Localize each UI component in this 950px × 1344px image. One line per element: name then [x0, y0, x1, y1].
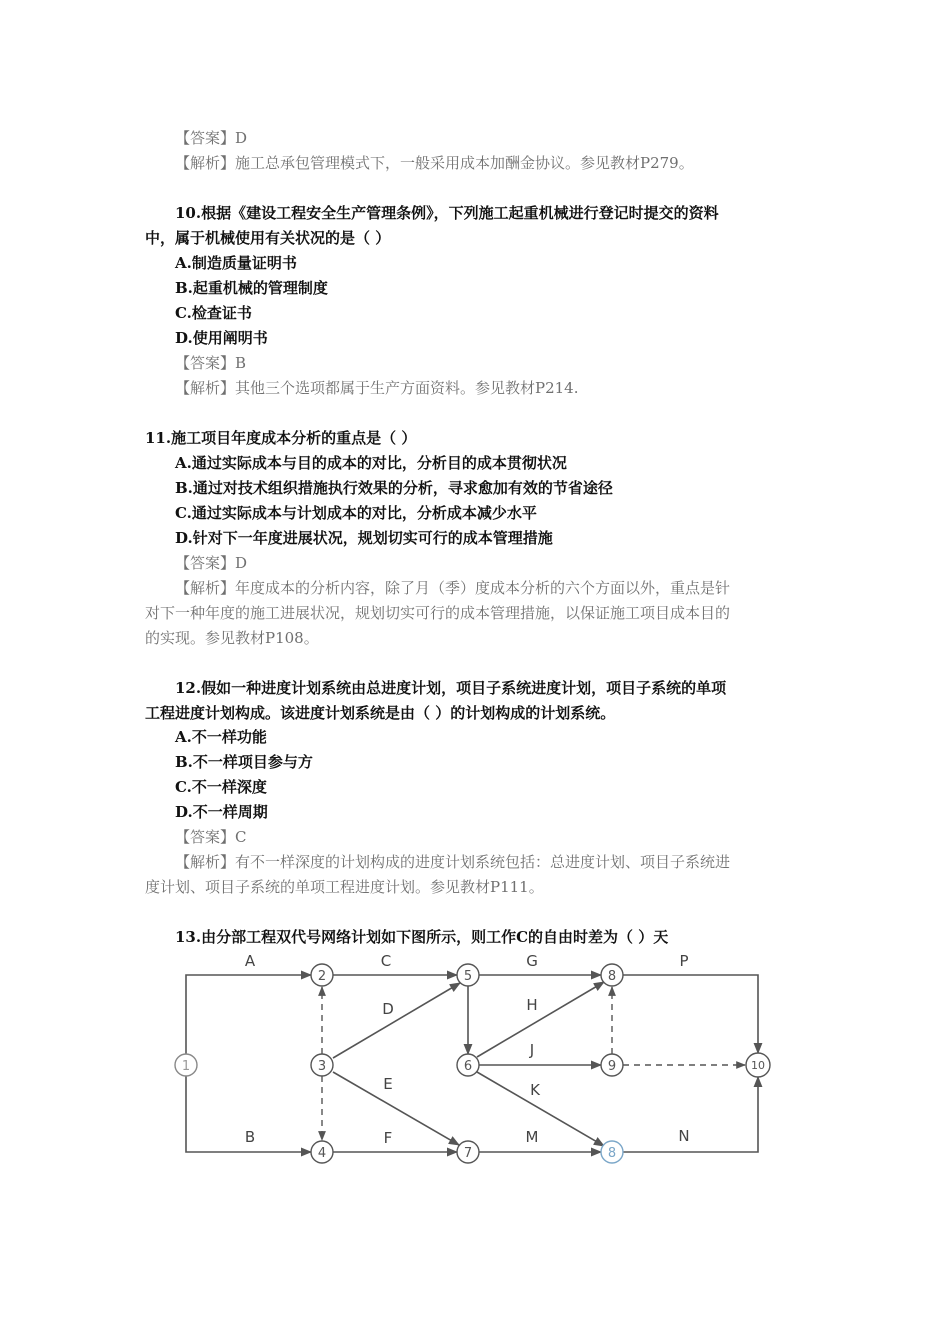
q12-option-c: C.不一样深度	[175, 778, 267, 796]
q12-option-b: B.不一样项目参与方	[175, 753, 313, 771]
q12-option-a: A.不一样功能	[175, 728, 267, 746]
activity-label-n: N	[678, 1127, 690, 1145]
q10-answer: 【答案】B	[175, 354, 247, 372]
q12-explanation-line2: 度计划、项目子系统的单项工程进度计划。参见教材P111。	[145, 878, 544, 896]
activity-label-m: M	[525, 1128, 539, 1146]
prev-answer: 【答案】D	[175, 129, 248, 147]
q11-option-b: B.通过对技术组织措施执行效果的分析，寻求愈加有效的节省途径	[175, 479, 613, 497]
activity-label-c: C	[380, 952, 392, 970]
activity-label-a: A	[244, 952, 256, 970]
node-label-3: 3	[317, 1059, 327, 1074]
activity-label-j: J	[529, 1041, 535, 1059]
q12-answer: 【答案】C	[175, 828, 247, 846]
activity-label-p: P	[679, 952, 689, 970]
activity-label-d: D	[382, 1000, 394, 1018]
q10-explanation: 【解析】其他三个选项都属于生产方面资料。参见教材P214.	[175, 379, 579, 397]
node-label-8b: 8	[607, 1146, 617, 1161]
node-label-4: 4	[317, 1146, 327, 1161]
node-label-8: 8	[607, 969, 617, 984]
q11-explanation-line3: 的实现。参见教材P108。	[145, 629, 319, 647]
q10-option-c: C.检查证书	[175, 304, 252, 322]
q13-stem: 13.由分部工程双代号网络计划如下图所示，则工作C的自由时差为（ ）天	[175, 928, 669, 946]
q10-option-a: A.制造质量证明书	[175, 254, 297, 272]
q10-stem-line1: 10.根据《建设工程安全生产管理条例》，下列施工起重机械进行登记时提交的资料	[175, 204, 719, 222]
node-label-5: 5	[463, 969, 473, 984]
prev-explanation: 【解析】施工总承包管理模式下，一般采用成本加酬金协议。参见教材P279。	[175, 154, 694, 172]
q12-option-d: D.不一样周期	[175, 803, 268, 821]
q11-option-a: A.通过实际成本与目的成本的对比，分析目的成本贯彻状况	[175, 454, 567, 472]
q10-option-d: D.使用阐明书	[175, 329, 268, 347]
arrow-e	[333, 1072, 459, 1145]
q10-stem-line2: 中，属于机械使用有关状况的是（ ）	[145, 229, 391, 247]
node-label-6: 6	[463, 1059, 473, 1074]
q12-explanation-line1: 【解析】有不一样深度的计划构成的进度计划系统包括：总进度计划、项目子系统进	[175, 853, 731, 871]
node-label-1: 1	[181, 1059, 191, 1074]
arrow-p	[623, 975, 758, 1053]
q12-stem-line2: 工程进度计划构成。该进度计划系统是由（ ）的计划构成的计划系统。	[145, 704, 616, 722]
activity-label-f: F	[383, 1129, 393, 1147]
activity-label-e: E	[383, 1075, 393, 1093]
q11-option-d: D.针对下一年度进展状况，规划切实可行的成本管理措施	[175, 529, 553, 547]
node-label-10: 10	[751, 1059, 765, 1072]
network-diagram	[170, 942, 790, 1172]
node-label-7: 7	[463, 1146, 473, 1161]
q11-option-c: C.通过实际成本与计划成本的对比，分析成本减少水平	[175, 504, 537, 522]
q10-option-b: B.起重机械的管理制度	[175, 279, 328, 297]
q11-answer: 【答案】D	[175, 554, 248, 572]
activity-label-k: K	[530, 1081, 540, 1099]
activity-label-g: G	[526, 952, 538, 970]
arrow-k	[477, 1072, 604, 1146]
q12-stem-line1: 12.假如一种进度计划系统由总进度计划，项目子系统进度计划，项目子系统的单项	[175, 679, 727, 697]
activity-label-h: H	[526, 996, 538, 1014]
arrow-d	[333, 983, 460, 1058]
activity-label-b: B	[244, 1128, 256, 1146]
q11-explanation-line1: 【解析】年度成本的分析内容，除了月（季）度成本分析的六个方面以外，重点是针	[175, 579, 731, 597]
node-label-9: 9	[607, 1059, 617, 1074]
arrow-n	[623, 1077, 758, 1152]
arrow-a	[186, 975, 311, 1054]
q11-explanation-line2: 对下一种年度的施工进展状况，规划切实可行的成本管理措施，以保证施工项目成本目的	[145, 604, 731, 622]
node-label-2: 2	[317, 969, 327, 984]
arrow-h	[477, 982, 604, 1057]
q11-stem: 11.施工项目年度成本分析的重点是（ ）	[145, 429, 417, 447]
